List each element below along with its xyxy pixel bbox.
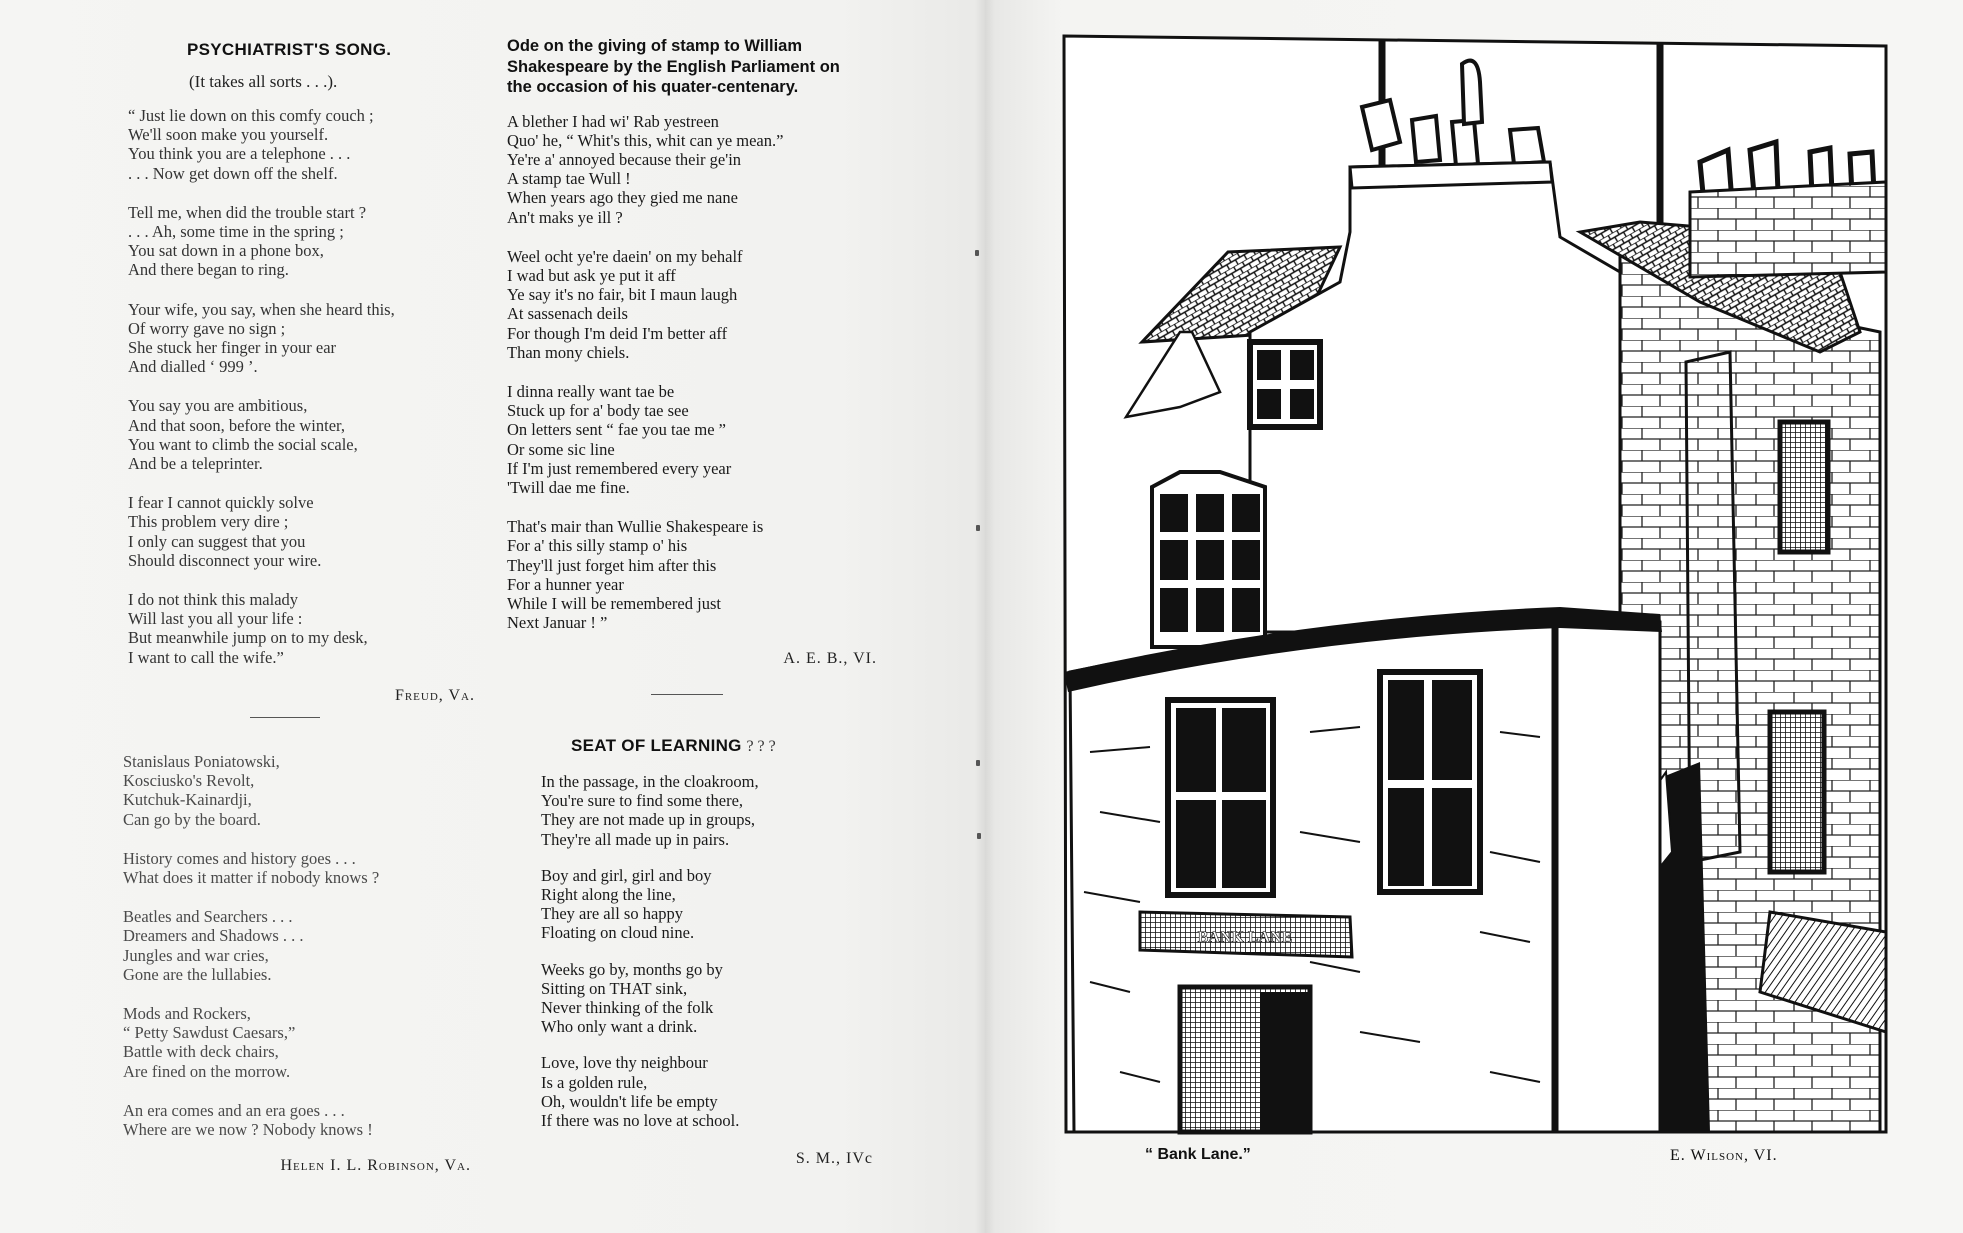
poem-line: Weeks go by, months go by — [541, 959, 723, 979]
poem-line: At sassenach deils — [507, 304, 628, 324]
poem-author: Freud, Va. — [394, 686, 475, 704]
poem-line: And there began to ring. — [128, 260, 289, 280]
poem-line: What does it matter if nobody knows ? — [123, 868, 380, 888]
poem-line: Next Januar ! ” — [507, 613, 608, 633]
stanza — [507, 382, 873, 497]
poem-line: You say you are ambitious, — [128, 396, 308, 416]
poem-line: When years ago they gied me nane — [507, 188, 738, 208]
poem-line: I do not think this malady — [128, 590, 299, 610]
poem-line: Are fined on the morrow. — [123, 1061, 291, 1081]
poem-title — [571, 736, 871, 756]
poem-line: “ Just lie down on this comfy couch ; — [128, 106, 374, 125]
staple — [976, 760, 980, 766]
staple — [975, 250, 979, 256]
poem-line: Stuck up for a' body tae see — [507, 401, 689, 421]
poem-line: Jungles and war cries, — [123, 945, 269, 965]
stanza — [128, 203, 467, 280]
poem-line: Dreamers and Shadows . . . — [123, 926, 304, 946]
poem-line: Where are we now ? Nobody knows ! — [123, 1120, 373, 1140]
stanza — [123, 907, 465, 984]
poem-line: Boy and girl, girl and boy — [541, 865, 712, 885]
stanza — [123, 1101, 465, 1139]
poem-line: Sitting on THAT sink, — [541, 978, 688, 998]
ode-poem — [507, 36, 877, 668]
separator-rule — [651, 694, 723, 695]
poem-line: Quo' he, “ Whit's this, whit can ye mean.” — [507, 130, 784, 150]
seat-of-learning-poem — [541, 736, 871, 1168]
poem-line: I wad but ask ye put it aff — [507, 265, 676, 285]
poem-line: On letters sent “ fae you tae me ” — [507, 420, 726, 440]
poem-line: I want to call the wife.” — [128, 647, 284, 667]
poem-line: Battle with deck chairs, — [123, 1042, 279, 1062]
stanza — [507, 247, 873, 362]
poem-line: Can go by the board. — [123, 809, 261, 829]
separator-rule — [250, 717, 320, 718]
stanza — [123, 849, 465, 887]
poem-line: Gone are the lullabies. — [123, 964, 272, 984]
poem-line: Tell me, when did the trouble start ? — [128, 202, 367, 222]
poem-line: This problem very dire ; — [128, 512, 289, 532]
poem-line: They are all so happy — [541, 904, 684, 924]
poem-line: If there was no love at school. — [541, 1111, 740, 1131]
poem-line: They're all made up in pairs. — [541, 829, 730, 849]
stanza — [507, 112, 873, 227]
poem-title: PSYCHIATRIST'S SONG. — [187, 40, 392, 59]
poem-line: Ye say it's no fair, bit I maun laugh — [507, 285, 738, 305]
poem-line: She stuck her finger in your ear — [128, 338, 337, 358]
stanza — [541, 960, 871, 1037]
poem-line: You're sure to find some there, — [541, 791, 744, 811]
stanza — [128, 396, 467, 473]
stanza — [541, 866, 871, 943]
poem-line: While I will be remembered just — [507, 593, 721, 613]
stanza — [128, 493, 467, 570]
poem-line: For a' this silly stamp o' his — [507, 536, 688, 556]
book-spine — [975, 0, 995, 1233]
stanza — [123, 752, 465, 829]
poem-line: You sat down in a phone box, — [128, 241, 324, 261]
poem-line: Than mony chiels. — [507, 342, 630, 362]
poem-line: . . . Now get down off the shelf. — [128, 163, 338, 183]
poem-line: Oh, wouldn't life be empty — [541, 1091, 718, 1111]
illustration-caption: “ Bank Lane.” — [1145, 1146, 1251, 1163]
poem-line: Of worry gave no sign ; — [128, 318, 286, 338]
poem-line: Kosciusko's Revolt, — [123, 771, 255, 791]
psychiatrist-song — [125, 40, 475, 705]
stanza — [123, 1004, 465, 1081]
stanza — [541, 772, 871, 849]
poem-line: An era comes and an era goes . . . — [123, 1100, 345, 1120]
poem-line: I fear I cannot quickly solve — [128, 493, 314, 513]
poem-line: You want to climb the social scale, — [128, 434, 358, 454]
poem-line: We'll soon make you yourself. — [128, 125, 329, 145]
poem-line: “ Petty Sawdust Caesars,” — [123, 1023, 296, 1043]
poem-line: I only can suggest that you — [128, 531, 306, 551]
poem-line: Or some sic line — [507, 439, 615, 459]
poem-line: And that soon, before the winter, — [128, 415, 345, 435]
poem-line: But meanwhile jump on to my desk, — [128, 628, 368, 648]
poem-line: They'll just forget him after this — [507, 555, 717, 575]
poem-line: Beatles and Searchers . . . — [123, 907, 293, 927]
poem-line: And be a teleprinter. — [128, 454, 263, 474]
poem-line: A stamp tae Wull ! — [507, 169, 631, 189]
poem-line: History comes and history goes . . . — [123, 848, 356, 868]
poem-line: Is a golden rule, — [541, 1072, 648, 1092]
poem-line: Your wife, you say, when she heard this, — [128, 299, 395, 319]
title-line: Ode on the giving of stamp to William — [507, 37, 803, 55]
poem-line: In the passage, in the cloakroom, — [541, 772, 759, 791]
poem-line: They are not made up in groups, — [541, 810, 755, 830]
poem-line: Who only want a drink. — [541, 1017, 698, 1037]
poem-line: Will last you all your life : — [128, 609, 303, 629]
history-poem — [123, 752, 471, 1175]
poem-line: If I'm just remembered every year — [507, 458, 732, 478]
staple — [977, 833, 981, 839]
poem-title-text: SEAT OF LEARNING — [571, 736, 742, 755]
poem-line: I dinna really want tae be — [507, 381, 675, 401]
poem-author: S. M., IVc — [795, 1150, 873, 1168]
title-line: the occasion of his quater-centenary. — [507, 78, 799, 96]
bank-lane-illustration — [1060, 32, 1896, 1140]
title-line: Shakespeare by the English Parliament on — [507, 57, 840, 76]
poem-line: Right along the line, — [541, 885, 676, 905]
poem-body — [128, 106, 467, 667]
illustration-artist: E. Wilson, VI. — [1670, 1147, 1778, 1164]
poem-line: Love, love thy neighbour — [541, 1053, 708, 1073]
stanza — [128, 300, 467, 377]
poem-line: A blether I had wi' Rab yestreen — [507, 111, 719, 131]
poem-line: Weel ocht ye're daein' on my behalf — [507, 246, 743, 266]
poem-line: That's mair than Wullie Shakespeare is — [507, 517, 764, 537]
poem-line: 'Twill dae me fine. — [507, 477, 630, 497]
poem-line: Stanislaus Poniatowski, — [123, 752, 280, 771]
poem-line: For though I'm deid I'm better aff — [507, 323, 728, 343]
poem-subtitle: (It takes all sorts . . .). — [189, 72, 338, 91]
poem-author: Helen I. L. Robinson, Va. — [280, 1157, 471, 1175]
stanza — [128, 106, 467, 183]
poem-line: For a hunner year — [507, 574, 624, 594]
poem-line: Kutchuk-Kainardji, — [123, 790, 252, 810]
poem-line: Floating on cloud nine. — [541, 923, 695, 943]
poem-line: You think you are a telephone . . . — [128, 144, 351, 164]
poem-line: Ye're a' annoyed because their ge'in — [507, 149, 742, 169]
poem-title-suffix: ? ? ? — [746, 738, 776, 755]
poem-line: Mods and Rockers, — [123, 1004, 251, 1024]
stanza — [128, 590, 467, 667]
poem-line: And dialled ‘ 999 ’. — [128, 357, 258, 377]
staple — [976, 525, 980, 531]
poem-line: Never thinking of the folk — [541, 998, 714, 1018]
poem-line: . . . Ah, some time in the spring ; — [128, 222, 344, 242]
poem-line: Should disconnect your wire. — [128, 550, 322, 570]
stanza — [507, 517, 873, 632]
poem-author: A. E. B., VI. — [783, 650, 877, 668]
stanza — [541, 1053, 871, 1130]
poem-line: An't maks ye ill ? — [507, 207, 623, 227]
poem-title — [507, 36, 873, 98]
sign-text: BANK LANE — [1197, 929, 1293, 946]
